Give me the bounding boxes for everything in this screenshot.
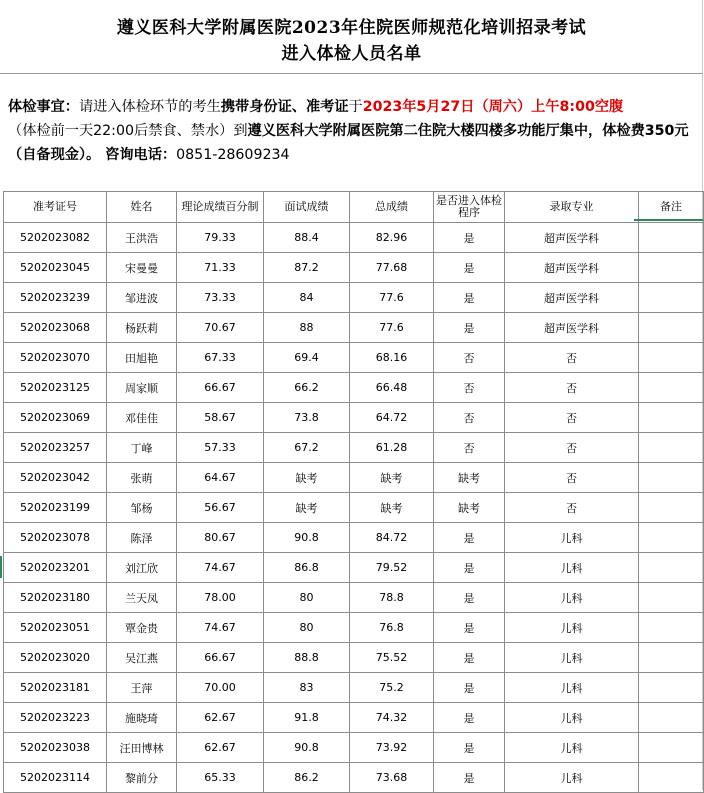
table-row xyxy=(4,463,704,493)
cell-physical-exam[interactable]: 否 xyxy=(434,403,505,433)
cell-remarks[interactable] xyxy=(639,523,704,553)
cell-exam-id[interactable]: 5202023069 xyxy=(4,403,107,433)
cell-theory-score[interactable]: 74.67 xyxy=(177,613,264,643)
notice-fasting: （体检前一天22:00后禁食、禁水）到 xyxy=(8,123,248,139)
table-body xyxy=(4,223,704,793)
cell-total-score[interactable]: 缺考 xyxy=(350,493,434,523)
notice-phone-label: 咨询电话： xyxy=(100,147,177,163)
title-block xyxy=(0,0,703,74)
header-name: 姓名 xyxy=(107,192,177,223)
cell-exam-id[interactable]: 5202023068 xyxy=(4,313,107,343)
cell-interview-score[interactable]: 66.2 xyxy=(264,373,350,403)
cell-physical-exam[interactable]: 是 xyxy=(434,583,505,613)
cell-remarks[interactable] xyxy=(639,763,704,793)
cell-name[interactable]: 邹杨 xyxy=(107,493,177,523)
cell-exam-id[interactable]: 5202023239 xyxy=(4,283,107,313)
cell-exam-id[interactable]: 5202023199 xyxy=(4,493,107,523)
notice-heading: 体检事宜： xyxy=(8,99,79,115)
cell-physical-exam[interactable]: 缺考 xyxy=(434,463,505,493)
cell-exam-id[interactable]: 5202023181 xyxy=(4,673,107,703)
cell-total-score[interactable]: 82.96 xyxy=(350,223,434,253)
cell-exam-id[interactable]: 5202023257 xyxy=(4,433,107,463)
cell-major[interactable]: 儿科 xyxy=(505,703,639,733)
cell-name[interactable]: 丁峰 xyxy=(107,433,177,463)
cell-major[interactable]: 否 xyxy=(505,373,639,403)
cell-major[interactable]: 否 xyxy=(505,433,639,463)
cell-exam-id[interactable]: 5202023070 xyxy=(4,343,107,373)
cell-physical-exam[interactable]: 否 xyxy=(434,343,505,373)
cell-exam-id[interactable]: 5202023114 xyxy=(4,763,107,793)
cell-major[interactable]: 否 xyxy=(505,403,639,433)
header-major: 录取专业 xyxy=(505,192,639,223)
cell-remarks[interactable] xyxy=(639,493,704,523)
cell-exam-id[interactable]: 5202023180 xyxy=(4,583,107,613)
cell-physical-exam[interactable]: 是 xyxy=(434,223,505,253)
cell-name[interactable]: 王萍 xyxy=(107,673,177,703)
cell-physical-exam[interactable]: 是 xyxy=(434,313,505,343)
cell-exam-id[interactable]: 5202023020 xyxy=(4,643,107,673)
table-row xyxy=(4,313,704,343)
cell-major[interactable]: 否 xyxy=(505,493,639,523)
cell-theory-score[interactable]: 70.00 xyxy=(177,673,264,703)
cell-theory-score[interactable]: 66.67 xyxy=(177,373,264,403)
header-theory-score: 理论成绩百分制 xyxy=(177,192,264,223)
cell-major[interactable]: 否 xyxy=(505,463,639,493)
table-header-row xyxy=(4,192,704,223)
table-row xyxy=(4,703,704,733)
cell-name[interactable]: 邹进波 xyxy=(107,283,177,313)
row-selection-marker xyxy=(0,556,2,578)
cell-theory-score[interactable]: 71.33 xyxy=(177,253,264,283)
header-interview-score: 面试成绩 xyxy=(264,192,350,223)
cell-interview-score[interactable]: 91.8 xyxy=(264,703,350,733)
active-cell-indicator xyxy=(634,219,703,221)
cell-interview-score[interactable]: 90.8 xyxy=(264,733,350,763)
cell-total-score[interactable]: 64.72 xyxy=(350,403,434,433)
cell-major[interactable]: 超声医学科 xyxy=(505,253,639,283)
cell-remarks[interactable] xyxy=(639,403,704,433)
cell-interview-score[interactable]: 84 xyxy=(264,283,350,313)
cell-total-score[interactable]: 74.32 xyxy=(350,703,434,733)
cell-exam-id[interactable]: 5202023125 xyxy=(4,373,107,403)
cell-physical-exam[interactable]: 缺考 xyxy=(434,493,505,523)
cell-major[interactable]: 否 xyxy=(505,343,639,373)
cell-physical-exam[interactable]: 是 xyxy=(434,643,505,673)
cell-theory-score[interactable]: 64.67 xyxy=(177,463,264,493)
notice-text-2: 于 xyxy=(348,99,363,115)
cell-total-score[interactable]: 缺考 xyxy=(350,463,434,493)
cell-interview-score[interactable]: 67.2 xyxy=(264,433,350,463)
cell-major[interactable]: 儿科 xyxy=(505,553,639,583)
cell-remarks[interactable] xyxy=(639,643,704,673)
cell-physical-exam[interactable]: 是 xyxy=(434,703,505,733)
cell-name[interactable]: 杨跃莉 xyxy=(107,313,177,343)
table-row xyxy=(4,403,704,433)
cell-major[interactable]: 儿科 xyxy=(505,673,639,703)
cell-remarks[interactable] xyxy=(639,703,704,733)
cell-physical-exam[interactable]: 是 xyxy=(434,553,505,583)
cell-physical-exam[interactable]: 否 xyxy=(434,433,505,463)
cell-major[interactable]: 儿科 xyxy=(505,613,639,643)
notice-location: 遵义医科大学附属医院第二住院大楼四楼多功能厅集中，体检费350元（自备现金）。 xyxy=(8,123,689,163)
cell-remarks[interactable] xyxy=(639,613,704,643)
cell-total-score[interactable]: 77.6 xyxy=(350,313,434,343)
header-remarks: 备注 xyxy=(639,192,704,223)
cell-physical-exam[interactable]: 是 xyxy=(434,733,505,763)
cell-exam-id[interactable]: 5202023078 xyxy=(4,523,107,553)
cell-interview-score[interactable]: 缺考 xyxy=(264,463,350,493)
table-row xyxy=(4,763,704,793)
cell-exam-id[interactable]: 5202023051 xyxy=(4,613,107,643)
notice-date-time: 2023年5月27日（周六）上午8:00空腹 xyxy=(362,99,624,115)
cell-major[interactable]: 儿科 xyxy=(505,583,639,613)
cell-name[interactable]: 汪田博林 xyxy=(107,733,177,763)
cell-interview-score[interactable]: 缺考 xyxy=(264,493,350,523)
cell-total-score[interactable]: 77.68 xyxy=(350,253,434,283)
header-physical-exam: 是否进入体检程序 xyxy=(434,192,505,223)
cell-interview-score[interactable]: 88.4 xyxy=(264,223,350,253)
table-row xyxy=(4,583,704,613)
cell-total-score[interactable]: 75.52 xyxy=(350,643,434,673)
cell-major[interactable]: 儿科 xyxy=(505,733,639,763)
cell-physical-exam[interactable]: 是 xyxy=(434,763,505,793)
candidate-table xyxy=(3,191,704,793)
cell-total-score[interactable]: 76.8 xyxy=(350,613,434,643)
table-row xyxy=(4,643,704,673)
cell-remarks[interactable] xyxy=(639,583,704,613)
cell-major[interactable]: 儿科 xyxy=(505,763,639,793)
cell-total-score[interactable]: 61.28 xyxy=(350,433,434,463)
cell-interview-score[interactable]: 73.8 xyxy=(264,403,350,433)
cell-total-score[interactable]: 75.2 xyxy=(350,673,434,703)
cell-remarks[interactable] xyxy=(639,463,704,493)
cell-name[interactable]: 宋曼曼 xyxy=(107,253,177,283)
cell-exam-id[interactable]: 5202023042 xyxy=(4,463,107,493)
cell-name[interactable]: 刘江欣 xyxy=(107,553,177,583)
cell-theory-score[interactable]: 57.33 xyxy=(177,433,264,463)
cell-interview-score[interactable]: 69.4 xyxy=(264,343,350,373)
cell-interview-score[interactable]: 88 xyxy=(264,313,350,343)
cell-remarks[interactable] xyxy=(639,673,704,703)
cell-theory-score[interactable]: 62.67 xyxy=(177,703,264,733)
table-row xyxy=(4,673,704,703)
cell-interview-score[interactable]: 90.8 xyxy=(264,523,350,553)
cell-name[interactable]: 周家顺 xyxy=(107,373,177,403)
cell-interview-score[interactable]: 83 xyxy=(264,673,350,703)
cell-name[interactable]: 陈泽 xyxy=(107,523,177,553)
cell-total-score[interactable]: 66.48 xyxy=(350,373,434,403)
cell-remarks[interactable] xyxy=(639,343,704,373)
cell-major[interactable]: 超声医学科 xyxy=(505,283,639,313)
table-row xyxy=(4,283,704,313)
cell-theory-score[interactable]: 78.00 xyxy=(177,583,264,613)
table-row xyxy=(4,253,704,283)
cell-remarks[interactable] xyxy=(639,223,704,253)
table-row xyxy=(4,343,704,373)
cell-theory-score[interactable]: 67.33 xyxy=(177,343,264,373)
cell-theory-score[interactable]: 65.33 xyxy=(177,763,264,793)
notice-text-1: 请进入体检环节的考生 xyxy=(78,99,221,115)
cell-physical-exam[interactable]: 是 xyxy=(434,673,505,703)
cell-name[interactable]: 施晓琦 xyxy=(107,703,177,733)
table-row xyxy=(4,373,704,403)
cell-exam-id[interactable]: 5202023045 xyxy=(4,253,107,283)
cell-theory-score[interactable]: 70.67 xyxy=(177,313,264,343)
cell-total-score[interactable]: 77.6 xyxy=(350,283,434,313)
cell-theory-score[interactable]: 74.67 xyxy=(177,553,264,583)
cell-physical-exam[interactable]: 是 xyxy=(434,523,505,553)
cell-theory-score[interactable]: 66.67 xyxy=(177,643,264,673)
cell-interview-score[interactable]: 86.8 xyxy=(264,553,350,583)
cell-physical-exam[interactable]: 是 xyxy=(434,253,505,283)
cell-total-score[interactable]: 79.52 xyxy=(350,553,434,583)
cell-interview-score[interactable]: 86.2 xyxy=(264,763,350,793)
cell-name[interactable]: 邓佳佳 xyxy=(107,403,177,433)
table-row xyxy=(4,433,704,463)
cell-theory-score[interactable]: 62.67 xyxy=(177,733,264,763)
cell-remarks[interactable] xyxy=(639,313,704,343)
cell-theory-score[interactable]: 56.67 xyxy=(177,493,264,523)
cell-remarks[interactable] xyxy=(639,733,704,763)
cell-name[interactable]: 黎前分 xyxy=(107,763,177,793)
cell-remarks[interactable] xyxy=(639,283,704,313)
document-subtitle: 进入体检人员名单 xyxy=(281,44,422,64)
cell-exam-id[interactable]: 5202023201 xyxy=(4,553,107,583)
cell-exam-id[interactable]: 5202023223 xyxy=(4,703,107,733)
table-row xyxy=(4,493,704,523)
notice-phone: 0851-28609234 xyxy=(176,147,290,163)
table-row xyxy=(4,613,704,643)
table-row xyxy=(4,733,704,763)
cell-major[interactable]: 儿科 xyxy=(505,643,639,673)
cell-exam-id[interactable]: 5202023082 xyxy=(4,223,107,253)
cell-interview-score[interactable]: 80 xyxy=(264,613,350,643)
cell-interview-score[interactable]: 87.2 xyxy=(264,253,350,283)
exam-notice xyxy=(8,95,698,167)
cell-name[interactable]: 田旭艳 xyxy=(107,343,177,373)
cell-name[interactable]: 王洪浩 xyxy=(107,223,177,253)
cell-theory-score[interactable]: 58.67 xyxy=(177,403,264,433)
notice-documents: 携带身份证、准考证 xyxy=(220,99,349,115)
cell-physical-exam[interactable]: 是 xyxy=(434,613,505,643)
cell-name[interactable]: 兰天凤 xyxy=(107,583,177,613)
cell-remarks[interactable] xyxy=(639,553,704,583)
cell-physical-exam[interactable]: 是 xyxy=(434,283,505,313)
cell-interview-score[interactable]: 80 xyxy=(264,583,350,613)
cell-major[interactable]: 超声医学科 xyxy=(505,313,639,343)
cell-theory-score[interactable]: 73.33 xyxy=(177,283,264,313)
header-total-score: 总成绩 xyxy=(350,192,434,223)
table-row xyxy=(4,553,704,583)
cell-total-score[interactable]: 73.92 xyxy=(350,733,434,763)
document-title: 遵义医科大学附属医院2023年住院医师规范化培训招录考试 xyxy=(116,18,587,38)
cell-total-score[interactable]: 78.8 xyxy=(350,583,434,613)
cell-total-score[interactable]: 84.72 xyxy=(350,523,434,553)
cell-major[interactable]: 超声医学科 xyxy=(505,223,639,253)
cell-remarks[interactable] xyxy=(639,253,704,283)
cell-theory-score[interactable]: 80.67 xyxy=(177,523,264,553)
cell-total-score[interactable]: 68.16 xyxy=(350,343,434,373)
cell-remarks[interactable] xyxy=(639,433,704,463)
table-row xyxy=(4,523,704,553)
cell-remarks[interactable] xyxy=(639,373,704,403)
cell-name[interactable]: 吴江燕 xyxy=(107,643,177,673)
cell-major[interactable]: 儿科 xyxy=(505,523,639,553)
cell-name[interactable]: 覃金贵 xyxy=(107,613,177,643)
cell-physical-exam[interactable]: 否 xyxy=(434,373,505,403)
cell-total-score[interactable]: 73.68 xyxy=(350,763,434,793)
table-row xyxy=(4,223,704,253)
cell-theory-score[interactable]: 79.33 xyxy=(177,223,264,253)
cell-interview-score[interactable]: 88.8 xyxy=(264,643,350,673)
cell-name[interactable]: 张萌 xyxy=(107,463,177,493)
header-exam-id: 准考证号 xyxy=(4,192,107,223)
cell-exam-id[interactable]: 5202023038 xyxy=(4,733,107,763)
